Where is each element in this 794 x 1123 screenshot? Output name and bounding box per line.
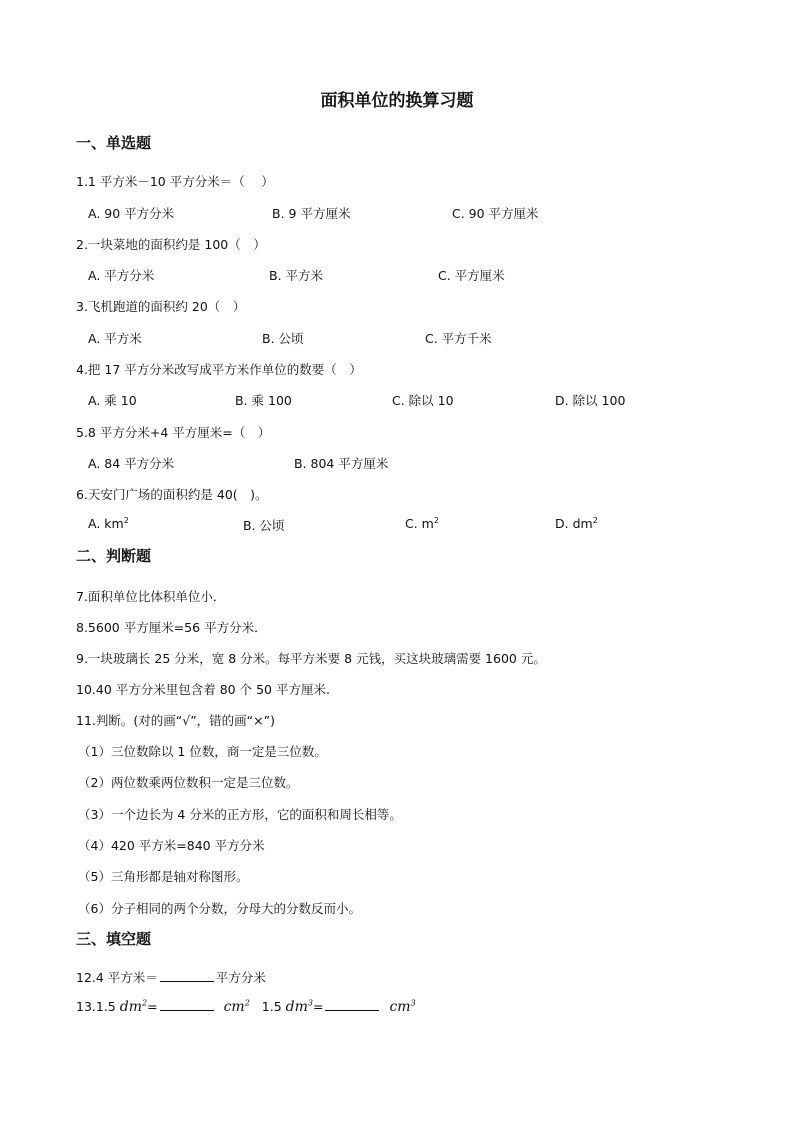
- question-5: 5.8 平方分米+4 平方厘米=（ ）: [76, 425, 271, 440]
- q6-option-d-text: D. dm: [555, 516, 593, 532]
- q1-option-a: A. 90 平方分米: [88, 206, 175, 221]
- q13-answer-blank-1[interactable]: [160, 998, 214, 1011]
- q6-option-d-sup: 2: [592, 516, 598, 525]
- question-9: 9.一块玻璃长 25 分米，宽 8 分米。每平方米要 8 元钱，买这块玻璃需要 1600 元。: [76, 651, 546, 666]
- q11-item-1: （1）三位数除以 1 位数，商一定是三位数。: [78, 744, 327, 759]
- question-4: 4.把 17 平方分米改写成平方米作单位的数要（ ）: [76, 362, 362, 377]
- q4-option-c: C. 除以 10: [392, 393, 454, 408]
- q12-suffix: 平方分米: [215, 970, 266, 985]
- q6-option-a-sup: 2: [123, 516, 129, 525]
- q13-unit-dm-a: dm: [119, 999, 142, 1015]
- q2-option-c: C. 平方厘米: [438, 268, 505, 283]
- q13-equals-2: =: [312, 999, 324, 1014]
- page-title: 面积单位的换算习题: [320, 91, 474, 111]
- q11-item-6: （6）分子相同的两个分数，分母大的分数反而小。: [78, 901, 361, 916]
- q13-exp-c: 3: [307, 998, 313, 1008]
- q13-exp-d: 3: [410, 998, 416, 1008]
- q6-option-c-text: C. m: [405, 516, 434, 532]
- section-heading-single-choice: 一、单选题: [76, 134, 152, 152]
- question-13: [76, 998, 416, 1015]
- q6-option-c-sup: 2: [433, 516, 439, 525]
- q11-item-2: （2）两位数乘两位数积一定是三位数。: [78, 775, 299, 790]
- q6-option-a-text: A. km: [88, 516, 124, 532]
- section-heading-fill-blank: 三、填空题: [76, 930, 152, 948]
- q11-item-4: （4）420 平方米=840 平方分米: [78, 838, 265, 853]
- section-heading-true-false: 二、判断题: [76, 547, 152, 565]
- question-11: 11.判断。(对的画“√”，错的画“×”): [76, 713, 275, 728]
- q5-option-b: B. 804 平方厘米: [294, 456, 389, 471]
- q13-exp-b: 2: [244, 998, 250, 1008]
- q13-equals-1: =: [147, 999, 158, 1014]
- q4-option-d: D. 除以 100: [555, 393, 626, 408]
- question-10: 10.40 平方分米里包含着 80 个 50 平方厘米.: [76, 682, 330, 697]
- q2-option-b: B. 平方米: [269, 268, 324, 283]
- q3-option-a: A. 平方米: [88, 331, 142, 346]
- q6-option-b: B. 公顷: [243, 518, 285, 533]
- q5-option-a: A. 84 平方分米: [88, 456, 175, 471]
- q6-option-a: [88, 516, 129, 531]
- q3-option-b: B. 公顷: [262, 331, 304, 346]
- q13-prefix: 13.1.5: [76, 999, 116, 1014]
- q3-option-c: C. 平方千米: [425, 331, 492, 346]
- q13-exp-a: 2: [142, 998, 148, 1008]
- question-3: 3.飞机跑道的面积约 20（ ）: [76, 299, 246, 314]
- q13-unit-cm3: [389, 999, 415, 1015]
- question-2: 2.一块菜地的面积约是 100（ ）: [76, 237, 266, 252]
- question-12: [76, 968, 266, 986]
- q12-prefix: 12.4 平方米＝: [76, 970, 158, 985]
- q13-unit-cm2: [224, 999, 250, 1015]
- q13-unit-cm-b: cm: [389, 999, 411, 1015]
- q12-answer-blank[interactable]: [160, 969, 214, 982]
- q11-item-5: （5）三角形都是轴对称图形。: [78, 869, 249, 884]
- q13-unit-dm-b: dm: [285, 999, 308, 1015]
- q13-answer-blank-2[interactable]: [325, 998, 379, 1011]
- q1-option-c: C. 90 平方厘米: [452, 206, 539, 221]
- q4-option-b: B. 乘 100: [235, 393, 292, 408]
- q13-middle-number: 1.5: [261, 999, 282, 1014]
- q13-unit-cm-a: cm: [223, 999, 245, 1015]
- question-8: 8.5600 平方厘米=56 平方分米．: [76, 620, 267, 635]
- q13-unit-dm2-a: [120, 999, 147, 1015]
- question-1: 1.1 平方米－10 平方分米＝（ ）: [76, 174, 274, 189]
- q1-option-b: B. 9 平方厘米: [272, 206, 351, 221]
- q13-unit-dm3: [286, 999, 313, 1015]
- q4-option-a: A. 乘 10: [88, 393, 137, 408]
- q2-option-a: A. 平方分米: [88, 268, 155, 283]
- q6-option-d: [555, 516, 598, 531]
- question-6: 6.天安门广场的面积约是 40( )。: [76, 487, 268, 502]
- q6-option-c: [405, 516, 439, 531]
- question-7: 7.面积单位比体积单位小．: [76, 589, 226, 604]
- q11-item-3: （3）一个边长为 4 分米的正方形，它的面积和周长相等。: [78, 807, 402, 822]
